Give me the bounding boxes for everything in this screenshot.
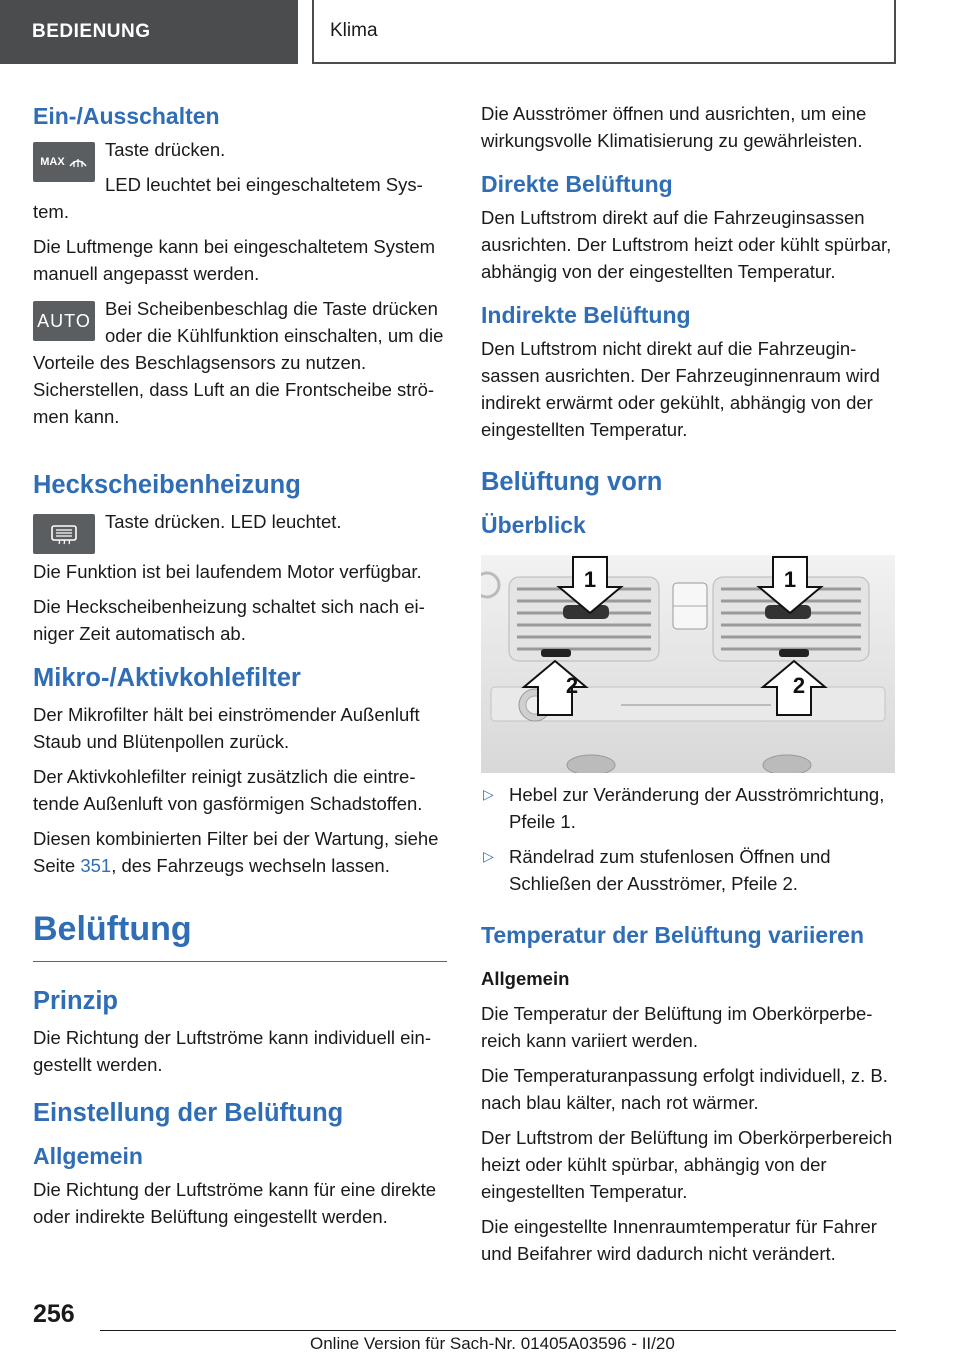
- text-aktivkohlefilter: Der Aktivkohlefilter reinigt zusätzlich die eintretende Außenluft von gasförmigen Schadstoffen.: [33, 766, 423, 814]
- triangle-bullet-icon: ▷: [483, 786, 494, 802]
- text-mikrofilter: Der Mikrofilter hält bei einströmender Außenluft Staub und Blütenpollen zurück.: [33, 704, 420, 752]
- heading-allgemein-left: Allgemein: [33, 1143, 143, 1169]
- heading-belueftung: Belüftung: [33, 910, 192, 948]
- section-belueftung: [33, 907, 447, 962]
- auto-button-block: [33, 295, 447, 438]
- text-temperatur-4: Die eingestellte Innenraumtemperatur für Fahrer und Beifahrer wird dadurch nicht verändert.: [481, 1216, 877, 1264]
- max-defrost-button-icon: [33, 142, 95, 182]
- text-temperatur-3: Der Luftstrom der Belüftung im Oberkörperbereich heizt oder kühlt spürbar, abhängig von der eingestellten Temperatur.: [481, 1127, 893, 1202]
- header-topic: Klima: [312, 0, 896, 64]
- heading-ein-ausschalten: Ein-/Ausschalten: [33, 103, 220, 129]
- right-thumbwheel: [779, 649, 809, 657]
- left-column: [33, 100, 447, 1238]
- text-taste-led: Taste drücken. LED leuchtet.: [105, 511, 342, 532]
- rear-window-heat-icon: [33, 514, 95, 554]
- vent-legend-list: [481, 781, 895, 897]
- page-number: 256: [33, 1300, 75, 1328]
- text-luftmenge: Die Luftmenge kann bei eingeschaltetem System manuell angepasst werden.: [33, 236, 436, 284]
- text-einstellung: Die Richtung der Luftströme kann für eine direkte oder indirekte Belüftung eingestellt werden.: [33, 1179, 437, 1227]
- text-temperatur-1: Die Temperatur der Belüftung im Oberkörperbereich kann variiert werden.: [481, 1003, 873, 1051]
- text-taste-druecken: Taste drücken.: [105, 139, 226, 160]
- subheading-allgemein-right: Allgemein: [481, 968, 570, 989]
- svg-text:2: 2: [565, 673, 579, 698]
- vent-overview-photo: [481, 555, 895, 773]
- footer-divider: [100, 1330, 896, 1331]
- heading-filter: Mikro-/Aktivkohlefilter: [33, 664, 301, 692]
- text-schaltet-ab: Die Heckscheibenheizung schaltet sich nach einiger Zeit automatisch ab.: [33, 596, 425, 644]
- heading-heckscheibenheizung: Heckscheibenheizung: [33, 471, 301, 499]
- svg-text:2: 2: [792, 673, 806, 698]
- max-button-block: [33, 136, 447, 233]
- text-wartung: Diesen kombinierten Filter bei der Wartung, siehe Seite 351, des Fahrzeugs wechseln lassen.: [33, 828, 439, 876]
- text-prinzip: Die Richtung der Luftströme kann individuell eingestellt werden.: [33, 1027, 431, 1075]
- left-thumbwheel: [541, 649, 571, 657]
- rear-heat-button-block: [33, 508, 447, 558]
- heading-temperatur: Temperatur der Belüftung variieren: [481, 922, 864, 948]
- svg-text:1: 1: [783, 567, 797, 592]
- footer-version-text: Online Version für Sach-Nr. 01405A03596 - II/20: [310, 1334, 675, 1353]
- right-column: [481, 100, 895, 1275]
- defrost-icon: [68, 154, 88, 170]
- list-item: ▷ Rändelrad zum stufenlosen Öffnen und Schließen der Ausströmer, Pfeile 2.: [481, 843, 895, 897]
- list-item: ▷ Hebel zur Veränderung der Ausströmrichtung, Pfeile 1.: [481, 781, 895, 835]
- heading-ueberblick: Überblick: [481, 512, 586, 538]
- heading-direkte-belueftung: Direkte Belüftung: [481, 171, 673, 197]
- text-led-leuchtet: LED leuchtet bei eingeschaltetem System.: [33, 174, 423, 222]
- text-scheibenbeschlag: Bei Scheibenbeschlag die Taste drücken oder die Kühlfunktion einschalten, um die Vorteile des Beschlagsensors zu nutzen. Sicherstellen, dass Luft an die Frontscheibe strömen kann.: [33, 298, 444, 427]
- heading-belueftung-vorn: Belüftung vorn: [481, 468, 663, 496]
- triangle-bullet-icon: ▷: [483, 848, 494, 864]
- max-button-label: MAX: [40, 156, 65, 168]
- svg-text:1: 1: [583, 567, 597, 592]
- auto-button-icon: AUTO: [33, 301, 95, 341]
- page-link-351[interactable]: 351: [80, 855, 112, 876]
- text-motor-verfuegbar: Die Funktion ist bei laufendem Motor verfügbar.: [33, 561, 422, 582]
- text-temperatur-2: Die Temperaturanpassung erfolgt individuell, z. B. nach blau kälter, nach rot wärmer.: [481, 1065, 888, 1113]
- heading-prinzip: Prinzip: [33, 987, 119, 1015]
- heading-einstellung: Einstellung der Belüftung: [33, 1099, 344, 1127]
- header-section: BEDIENUNG: [0, 0, 298, 64]
- heading-indirekte-belueftung: Indirekte Belüftung: [481, 302, 691, 328]
- text-direkt: Den Luftstrom direkt auf die Fahrzeuginsassen ausrichten. Der Luftstrom heizt oder kühlt spürbar, abhängig von der eingestellten Temperatur.: [481, 207, 892, 282]
- text-ausstroemer-intro: Die Ausströmer öffnen und ausrichten, um eine wirkungsvolle Klimatisierung zu gewährleisten.: [481, 103, 867, 151]
- text-indirekt: Den Luftstrom nicht direkt auf die Fahrzeuginsassen ausrichten. Der Fahrzeuginnenraum wird indirekt erwärmt oder gekühlt, abhängig von der eingestellten Temperatur.: [481, 338, 880, 440]
